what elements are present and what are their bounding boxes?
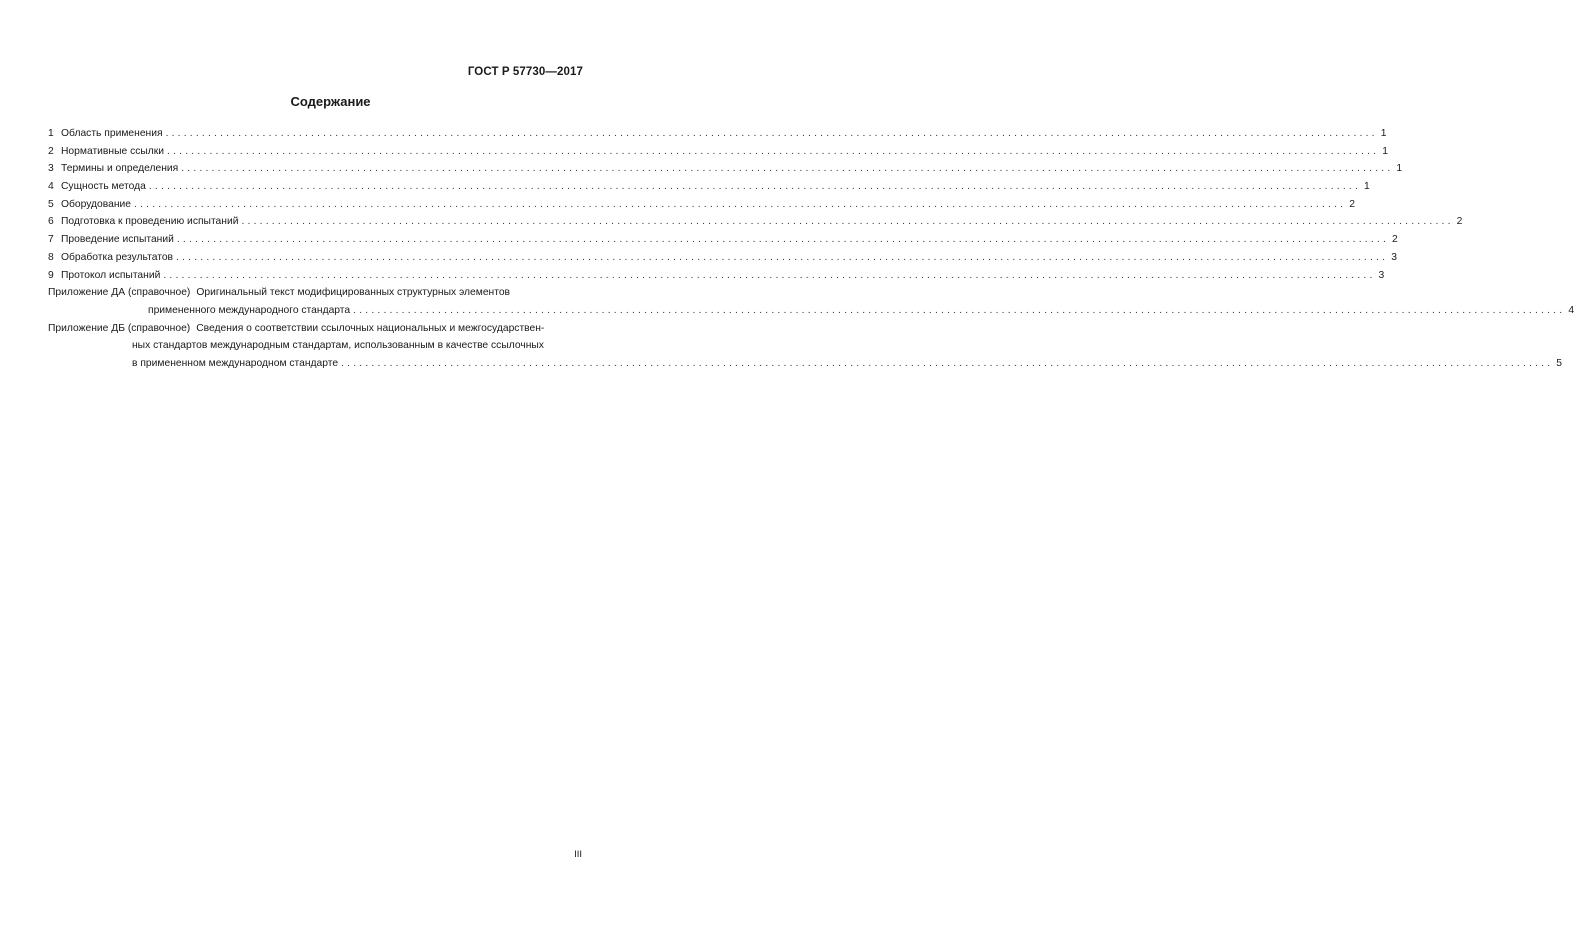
appendix-db-page: 5 — [1556, 357, 1563, 369]
toc-leader-dots: ........................................................................................................................................................................................................ — [163, 269, 1376, 281]
toc-leader-dots: ........................................................................................................................................................................................................ — [341, 357, 1554, 369]
appendix-da-title-line2: примененного международного стандарта — [148, 304, 351, 316]
toc-entry-page: 3 — [1378, 269, 1385, 281]
appendix-da-prefix: Приложение ДА (справочное) — [48, 287, 191, 299]
toc-entry-number: 9 — [48, 269, 54, 281]
toc-entry-number: 7 — [48, 234, 54, 246]
toc-entry-label: Сущность метода — [61, 181, 146, 193]
toc-entry-label: Оборудование — [61, 198, 132, 210]
toc-leader-dots: ........................................................................................................................................................................................................ — [165, 128, 1378, 139]
toc-entry-label: Область применения — [61, 128, 163, 139]
toc-entry-number: 3 — [48, 163, 54, 175]
toc-entry-page: 2 — [1456, 216, 1463, 228]
toc-leader-dots: ........................................................................................................................................................................................................ — [176, 251, 1389, 263]
toc-entry[interactable] — [48, 231, 1398, 249]
toc-entry-number: 2 — [48, 145, 54, 157]
toc-entry-label: Протокол испытаний — [61, 269, 161, 281]
appendix-da[interactable] — [48, 284, 1574, 319]
toc-leader-dots: ........................................................................................................................................................................................................ — [241, 216, 1454, 228]
toc-entry[interactable] — [48, 213, 1463, 231]
toc-entry-page: 3 — [1391, 251, 1397, 263]
toc-entry-page: 1 — [1382, 145, 1388, 157]
appendix-db[interactable] — [48, 320, 1563, 373]
toc-entry-page: 2 — [1392, 234, 1398, 246]
toc-entry-label: Подготовка к проведению испытаний — [61, 216, 239, 228]
appendix-da-page: 4 — [1568, 304, 1574, 316]
toc-entry[interactable] — [48, 196, 1355, 214]
appendix-db-title-line3: в примененном международном стандарте — [132, 357, 339, 369]
toc-entry[interactable] — [48, 178, 1370, 196]
toc-entry-label: Термины и определения — [61, 163, 179, 175]
toc-leader-dots: ........................................................................................................................................................................................................ — [148, 181, 1362, 193]
toc-leader-dots: ........................................................................................................................................................................................................ — [176, 234, 1390, 246]
document-code: ГОСТ Р 57730—2017 — [467, 66, 583, 78]
toc-leader-dots: ........................................................................................................................................................................................................ — [181, 163, 1394, 175]
toc-entry-number: 6 — [48, 216, 54, 228]
toc-entry[interactable] — [48, 125, 1387, 143]
toc-entry-label: Обработка результатов — [61, 251, 174, 263]
toc-entry[interactable] — [48, 249, 1397, 267]
toc-entry-page: 1 — [1396, 163, 1403, 175]
toc-leader-dots: ........................................................................................................................................................................................................ — [167, 145, 1380, 157]
toc-entry-page: 2 — [1349, 198, 1355, 210]
toc-entry-label: Нормативные ссылки — [61, 145, 165, 157]
toc-entry-number: 4 — [48, 181, 54, 193]
page-title: Содержание — [290, 94, 371, 109]
toc-leader-dots: ........................................................................................................................................................................................................ — [353, 304, 1566, 316]
toc-entry[interactable] — [48, 143, 1388, 161]
appendix-db-prefix: Приложение ДБ (справочное) — [48, 322, 191, 334]
toc-entry-number: 5 — [48, 198, 54, 210]
page-number-roman: III — [574, 849, 582, 860]
toc-entry-label: Проведение испытаний — [61, 234, 174, 246]
toc-entry[interactable] — [48, 160, 1403, 178]
appendix-db-title-line1: Сведения о соответствии ссылочных национальных и межгосударствен- — [196, 322, 545, 334]
toc-leader-dots: ........................................................................................................................................................................................................ — [134, 198, 1347, 210]
appendix-db-title-line2: ных стандартов международным стандартам, использованным в качестве ссылочных — [132, 340, 544, 352]
toc-entry-number: 8 — [48, 251, 54, 263]
table-of-contents — [48, 125, 1574, 373]
toc-entry-page: 1 — [1380, 128, 1387, 139]
appendix-da-title-line1: Оригинальный текст модифицированных структурных элементов — [196, 287, 511, 299]
toc-entry[interactable] — [48, 267, 1385, 285]
toc-entry-number: 1 — [48, 128, 54, 139]
toc-entry-page: 1 — [1364, 181, 1370, 193]
